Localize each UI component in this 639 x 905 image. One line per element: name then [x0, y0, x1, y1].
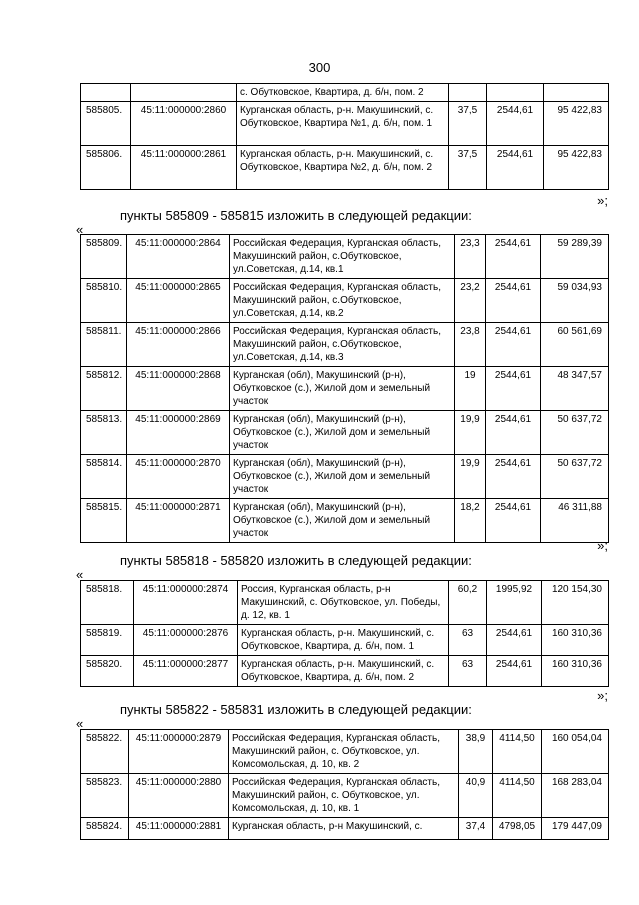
item-number-cell: 585811. — [81, 323, 127, 367]
table-row — [81, 455, 609, 499]
rate-cell: 2544,61 — [486, 279, 541, 323]
opening-quote: « — [76, 567, 84, 582]
cadastral-number-cell: 45:11:000000:2871 — [127, 499, 230, 543]
table-row — [81, 581, 609, 625]
cadastral-number-cell: 45:11:000000:2865 — [127, 279, 230, 323]
address-cell: Российская Федерация, Курганская область, Макушинский район, с. Обутковское, ул. Комсомольская, д. 10, кв. 2 — [229, 730, 459, 774]
address-cell: Курганская (обл), Макушинский (р-н), Обутковское (с.), Жилой дом и земельный участок — [230, 455, 455, 499]
rate-cell: 2544,61 — [486, 411, 541, 455]
value-cell: 46 311,88 — [541, 499, 609, 543]
table-row — [81, 323, 609, 367]
rate-cell: 2544,61 — [487, 625, 542, 656]
value-cell: 168 283,04 — [542, 774, 609, 818]
address-cell: Российская Федерация, Курганская область, Макушинский район, с.Обутковское, ул.Советская, д.14, кв.3 — [230, 323, 455, 367]
area-cell: 40,9 — [459, 774, 493, 818]
area-cell: 23,8 — [455, 323, 486, 367]
address-cell: Курганская область, р-н. Макушинский, с. Обутковское, Квартира, д. б/н, пом. 1 — [238, 625, 449, 656]
amendment-heading: пункты 585809 - 585815 изложить в следующей редакции: — [120, 208, 472, 223]
item-number-cell: 585819. — [81, 625, 134, 656]
table-row — [81, 656, 609, 687]
address-cell: с. Обутковское, Квартира, д. б/н, пом. 2 — [237, 84, 449, 102]
item-number-cell: 585822. — [81, 730, 129, 774]
cadastral-number-cell: 45:11:000000:2876 — [134, 625, 238, 656]
item-number-cell: 585814. — [81, 455, 127, 499]
cadastral-number-cell: 45:11:000000:2881 — [129, 818, 229, 840]
value-cell: 95 422,83 — [544, 146, 609, 190]
area-cell — [449, 84, 487, 102]
item-number-cell: 585805. — [81, 102, 131, 146]
closing-quote: »; — [597, 688, 608, 703]
cadastral-number-cell: 45:11:000000:2870 — [127, 455, 230, 499]
area-cell: 19,9 — [455, 455, 486, 499]
rate-cell: 2544,61 — [486, 367, 541, 411]
amendment-heading: пункты 585818 - 585820 изложить в следующей редакции: — [120, 553, 472, 568]
value-cell: 179 447,09 — [542, 818, 609, 840]
property-table — [80, 234, 609, 543]
area-cell: 19,9 — [455, 411, 486, 455]
value-cell — [544, 84, 609, 102]
address-cell: Россия, Курганская область, р-н Макушинский, с. Обутковское, ул. Победы, д. 12, кв. 1 — [238, 581, 449, 625]
table-row — [81, 279, 609, 323]
area-cell: 19 — [455, 367, 486, 411]
value-cell: 160 310,36 — [542, 625, 609, 656]
table-row — [81, 146, 609, 190]
rate-cell: 2544,61 — [486, 323, 541, 367]
table-row — [81, 411, 609, 455]
table-row — [81, 730, 609, 774]
value-cell: 59 034,93 — [541, 279, 609, 323]
area-cell: 37,5 — [449, 146, 487, 190]
table-row — [81, 367, 609, 411]
value-cell: 48 347,57 — [541, 367, 609, 411]
table-row — [81, 235, 609, 279]
opening-quote: « — [76, 716, 84, 731]
cadastral-number-cell: 45:11:000000:2874 — [134, 581, 238, 625]
area-cell: 18,2 — [455, 499, 486, 543]
rate-cell: 4114,50 — [493, 774, 542, 818]
rate-cell: 2544,61 — [487, 656, 542, 687]
value-cell: 160 310,36 — [542, 656, 609, 687]
address-cell: Российская Федерация, Курганская область, Макушинский район, с.Обутковское, ул.Советская, д.14, кв.2 — [230, 279, 455, 323]
address-cell: Российская Федерация, Курганская область, Макушинский район, с.Обутковское, ул.Советская, д.14, кв.1 — [230, 235, 455, 279]
address-cell: Курганская область, р-н. Макушинский, с. Обутковское, Квартира №2, д. б/н, пом. 2 — [237, 146, 449, 190]
cadastral-number-cell — [131, 84, 237, 102]
value-cell: 50 637,72 — [541, 455, 609, 499]
rate-cell: 4114,50 — [493, 730, 542, 774]
table-row — [81, 625, 609, 656]
area-cell: 38,9 — [459, 730, 493, 774]
address-cell: Курганская (обл), Макушинский (р-н), Обутковское (с.), Жилой дом и земельный участок — [230, 367, 455, 411]
table-row — [81, 84, 609, 102]
area-cell: 63 — [449, 625, 487, 656]
item-number-cell — [81, 84, 131, 102]
rate-cell: 1995,92 — [487, 581, 542, 625]
cadastral-number-cell: 45:11:000000:2869 — [127, 411, 230, 455]
value-cell: 50 637,72 — [541, 411, 609, 455]
item-number-cell: 585820. — [81, 656, 134, 687]
cadastral-number-cell: 45:11:000000:2877 — [134, 656, 238, 687]
item-number-cell: 585810. — [81, 279, 127, 323]
table-row — [81, 499, 609, 543]
address-cell: Российская Федерация, Курганская область, Макушинский район, с. Обутковское, ул. Комсомольская, д. 10, кв. 1 — [229, 774, 459, 818]
rate-cell: 4798,05 — [493, 818, 542, 840]
area-cell: 23,3 — [455, 235, 486, 279]
cadastral-number-cell: 45:11:000000:2879 — [129, 730, 229, 774]
rate-cell — [487, 84, 544, 102]
value-cell: 160 054,04 — [542, 730, 609, 774]
cadastral-number-cell: 45:11:000000:2860 — [131, 102, 237, 146]
property-table — [80, 580, 609, 687]
cadastral-number-cell: 45:11:000000:2861 — [131, 146, 237, 190]
address-cell: Курганская (обл), Макушинский (р-н), Обутковское (с.), Жилой дом и земельный участок — [230, 411, 455, 455]
area-cell: 60,2 — [449, 581, 487, 625]
property-table — [80, 83, 609, 190]
item-number-cell: 585806. — [81, 146, 131, 190]
address-cell: Курганская область, р-н Макушинский, с. — [229, 818, 459, 840]
rate-cell: 2544,61 — [487, 102, 544, 146]
cadastral-number-cell: 45:11:000000:2866 — [127, 323, 230, 367]
item-number-cell: 585823. — [81, 774, 129, 818]
rate-cell: 2544,61 — [486, 499, 541, 543]
rate-cell: 2544,61 — [486, 455, 541, 499]
cadastral-number-cell: 45:11:000000:2880 — [129, 774, 229, 818]
opening-quote: « — [76, 222, 84, 237]
address-cell: Курганская область, р-н. Макушинский, с. Обутковское, Квартира №1, д. б/н, пом. 1 — [237, 102, 449, 146]
value-cell: 60 561,69 — [541, 323, 609, 367]
item-number-cell: 585809. — [81, 235, 127, 279]
item-number-cell: 585824. — [81, 818, 129, 840]
area-cell: 37,4 — [459, 818, 493, 840]
rate-cell: 2544,61 — [486, 235, 541, 279]
item-number-cell: 585815. — [81, 499, 127, 543]
table-row — [81, 102, 609, 146]
rate-cell: 2544,61 — [487, 146, 544, 190]
area-cell: 37,5 — [449, 102, 487, 146]
address-cell: Курганская область, р-н. Макушинский, с. Обутковское, Квартира, д. б/н, пом. 2 — [238, 656, 449, 687]
closing-quote: »; — [597, 538, 608, 553]
amendment-heading: пункты 585822 - 585831 изложить в следующей редакции: — [120, 702, 472, 717]
area-cell: 23,2 — [455, 279, 486, 323]
item-number-cell: 585818. — [81, 581, 134, 625]
value-cell: 120 154,30 — [542, 581, 609, 625]
closing-quote: »; — [597, 193, 608, 208]
cadastral-number-cell: 45:11:000000:2864 — [127, 235, 230, 279]
value-cell: 95 422,83 — [544, 102, 609, 146]
item-number-cell: 585812. — [81, 367, 127, 411]
cadastral-number-cell: 45:11:000000:2868 — [127, 367, 230, 411]
property-table — [80, 729, 609, 840]
area-cell: 63 — [449, 656, 487, 687]
item-number-cell: 585813. — [81, 411, 127, 455]
value-cell: 59 289,39 — [541, 235, 609, 279]
page-number: 300 — [308, 60, 331, 75]
table-row — [81, 818, 609, 840]
address-cell: Курганская (обл), Макушинский (р-н), Обутковское (с.), Жилой дом и земельный участок — [230, 499, 455, 543]
table-row — [81, 774, 609, 818]
